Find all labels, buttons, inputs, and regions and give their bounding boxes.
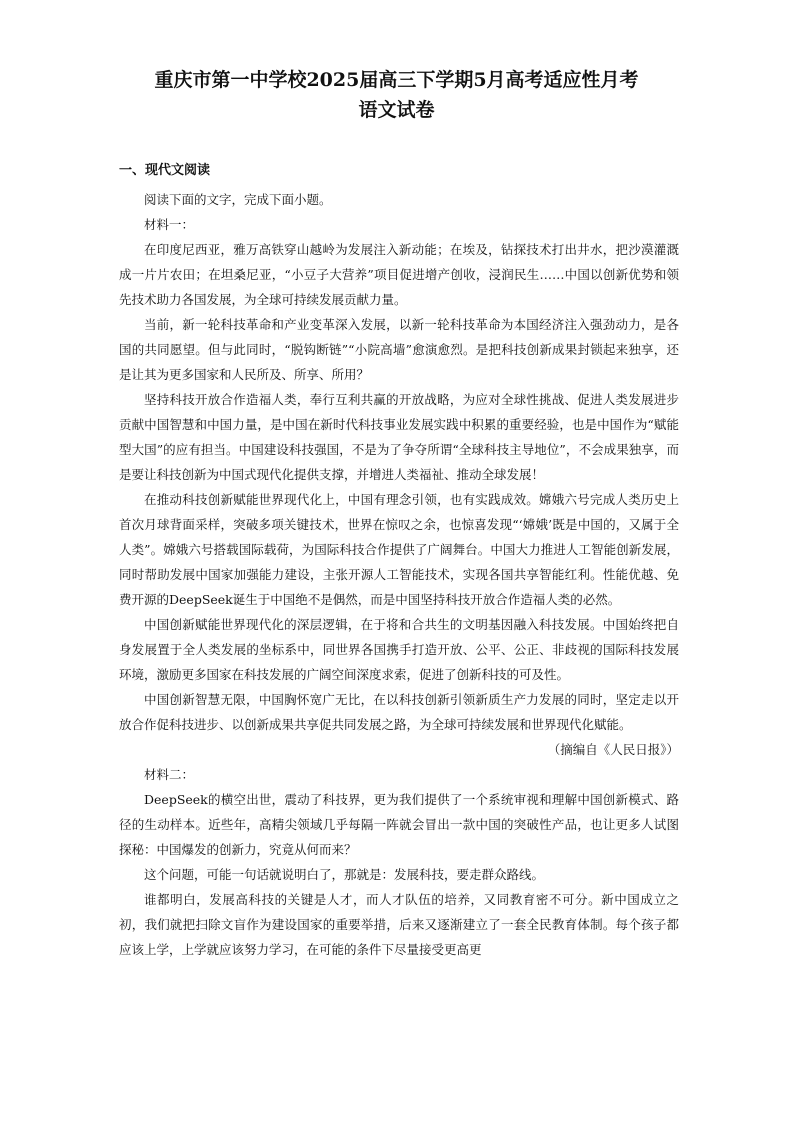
paragraph: 在印度尼西亚，雅万高铁穿山越岭为发展注入新动能；在埃及，钻探技术打出井水，把沙漠灌溉成一片片农田；在坦桑尼亚，“小豆子大营养”项目促进增产创收，浸润民生……中国以创新优势和领先技术助力各国发展，为全球可持续发展贡献力量。 <box>119 242 679 307</box>
paragraph: 坚持科技开放合作造福人类，奉行互利共赢的开放战略，为应对全球性挑战、促进人类发展进步贡献中国智慧和中国力量，是中国在新时代科技事业发展实践中积累的重要经验，也是中国作为“赋能型大国”的应有担当。中国建设科技强国，不是为了争夺所谓“全球科技主导地位”，不会成果独享，而是要让科技创新为中国式现代化提供支撑，并增进人类福祉、推动全球发展！ <box>119 392 679 482</box>
reading-passage <box>119 187 679 962</box>
material-2-label: 材料二： <box>144 767 195 782</box>
paragraph: 这个问题，可能一句话就说明白了，那就是：发展科技，要走群众路线。 <box>144 867 545 882</box>
material-1-source: （摘编自《人民日报》） <box>547 742 679 757</box>
paragraph: 中国创新智慧无限，中国胸怀宽广无比，在以科技创新引领新质生产力发展的同时，坚定走以开放合作促科技进步、以创新成果共享促共同发展之路，为全球可持续发展和世界现代化赋能。 <box>119 692 679 732</box>
paragraph: 在推动科技创新赋能世界现代化上，中国有理念引领，也有实践成效。嫦娥六号完成人类历史上首次月球背面采样，突破多项关键技术，世界在惊叹之余，也惊喜发现“‘嫦娥’既是中国的，又属于全人类”。嫦娥六号搭载国际载荷，为国际科技合作提供了广阔舞台。中国大力推进人工智能创新发展，同时帮助发展中国家加强能力建设，主张开源人工智能技术，实现各国共享智能红利。性能优越、免费开源的DeepSeek诞生于中国绝不是偶然，而是中国坚持科技开放合作造福人类的必然。 <box>119 492 679 607</box>
instruction-text: 阅读下面的文字，完成下面小题。 <box>144 192 332 207</box>
paragraph: DeepSeek的横空出世，震动了科技界，更为我们提供了一个系统审视和理解中国创新模式、路径的生动样本。近些年，高精尖领域几乎每隔一阵就会冒出一款中国的突破性产品，也让更多人试图探秘：中国爆发的创新力，究竟从何而来？ <box>119 792 679 857</box>
material-1-label: 材料一： <box>144 217 195 232</box>
section-heading: 一、现代文阅读 <box>119 163 211 178</box>
paragraph: 当前，新一轮科技革命和产业变革深入发展，以新一轮科技革命为本国经济注入强劲动力，是各国的共同愿望。但与此同时，“脱钩断链”“小院高墙”愈演愈烈。是把科技创新成果封锁起来独享，还是让其为更多国家和人民所及、所享、所用？ <box>119 317 679 382</box>
paragraph: 中国创新赋能世界现代化的深层逻辑，在于将和合共生的文明基因融入科技发展。中国始终把自身发展置于全人类发展的坐标系中，同世界各国携手打造开放、公平、公正、非歧视的国际科技发展环境，激励更多国家在科技发展的广阔空间深度求索，促进了创新科技的可及性。 <box>119 617 679 682</box>
document-subtitle: 语文试卷 <box>358 99 435 121</box>
document-title: 重庆市第一中学校2025届高三下学期5月高考适应性月考 <box>154 69 639 91</box>
paragraph: 谁都明白，发展高科技的关键是人才，而人才队伍的培养，又同教育密不可分。新中国成立之初，我们就把扫除文盲作为建设国家的重要举措，后来又逐渐建立了一套全民教育体制。每个孩子都应该上学，上学就应该努力学习，在可能的条件下尽量接受更高更 <box>119 892 679 957</box>
